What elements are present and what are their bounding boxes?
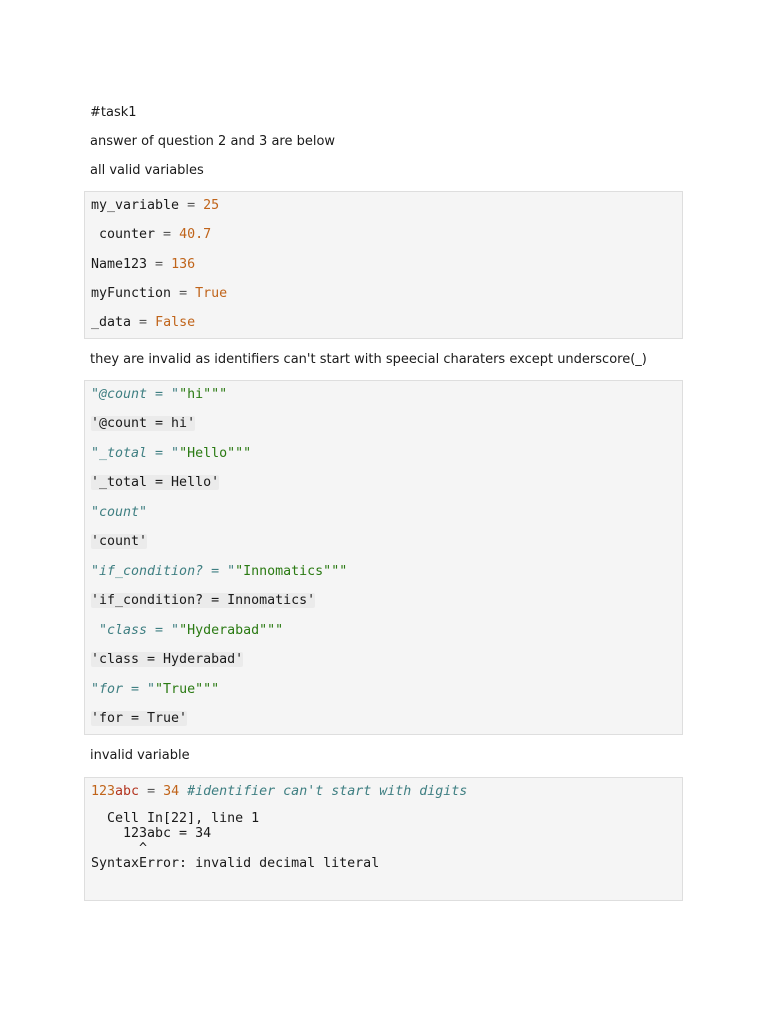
- docstring-line: "class = ""Hyderabad""": [91, 623, 284, 638]
- output-result: 'if_condition? = Innomatics': [91, 593, 316, 608]
- output-result: '@count = hi': [91, 416, 196, 431]
- output-result: 'count': [91, 534, 148, 549]
- code-line: 123abc = 34 #identifier can't start with digits: [91, 784, 468, 799]
- code-cell-invalid-identifiers[interactable]: [84, 380, 683, 735]
- error-traceback: Cell In[22], line 1 123abc = 34 ^ SyntaxError: invalid decimal literal: [91, 811, 380, 871]
- answer-note: answer of question 2 and 3 are below: [90, 134, 336, 149]
- invalid-variable-heading: invalid variable: [90, 748, 190, 763]
- task-heading: #task1: [90, 105, 137, 120]
- docstring-line: "@count = ""hi""": [91, 387, 228, 402]
- docstring-line: "if_condition? = ""Innomatics""": [91, 564, 348, 579]
- code-line: counter = 40.7: [91, 227, 212, 242]
- output-result: 'class = Hyderabad': [91, 652, 244, 667]
- output-result: '_total = Hello': [91, 475, 220, 490]
- docstring-line: "for = ""True""": [91, 682, 220, 697]
- code-line: myFunction = True: [91, 286, 228, 301]
- invalid-identifiers-note: they are invalid as identifiers can't start with speecial charaters except underscore(_): [90, 352, 647, 367]
- docstring-line: "_total = ""Hello""": [91, 446, 252, 461]
- code-line: Name123 = 136: [91, 257, 196, 272]
- code-cell-valid-variables[interactable]: [84, 191, 683, 339]
- docstring-line: "count": [91, 505, 148, 520]
- code-cell-error[interactable]: [84, 777, 683, 901]
- valid-variables-heading: all valid variables: [90, 163, 204, 178]
- code-line: my_variable = 25: [91, 198, 220, 213]
- code-line: _data = False: [91, 315, 196, 330]
- output-result: 'for = True': [91, 711, 188, 726]
